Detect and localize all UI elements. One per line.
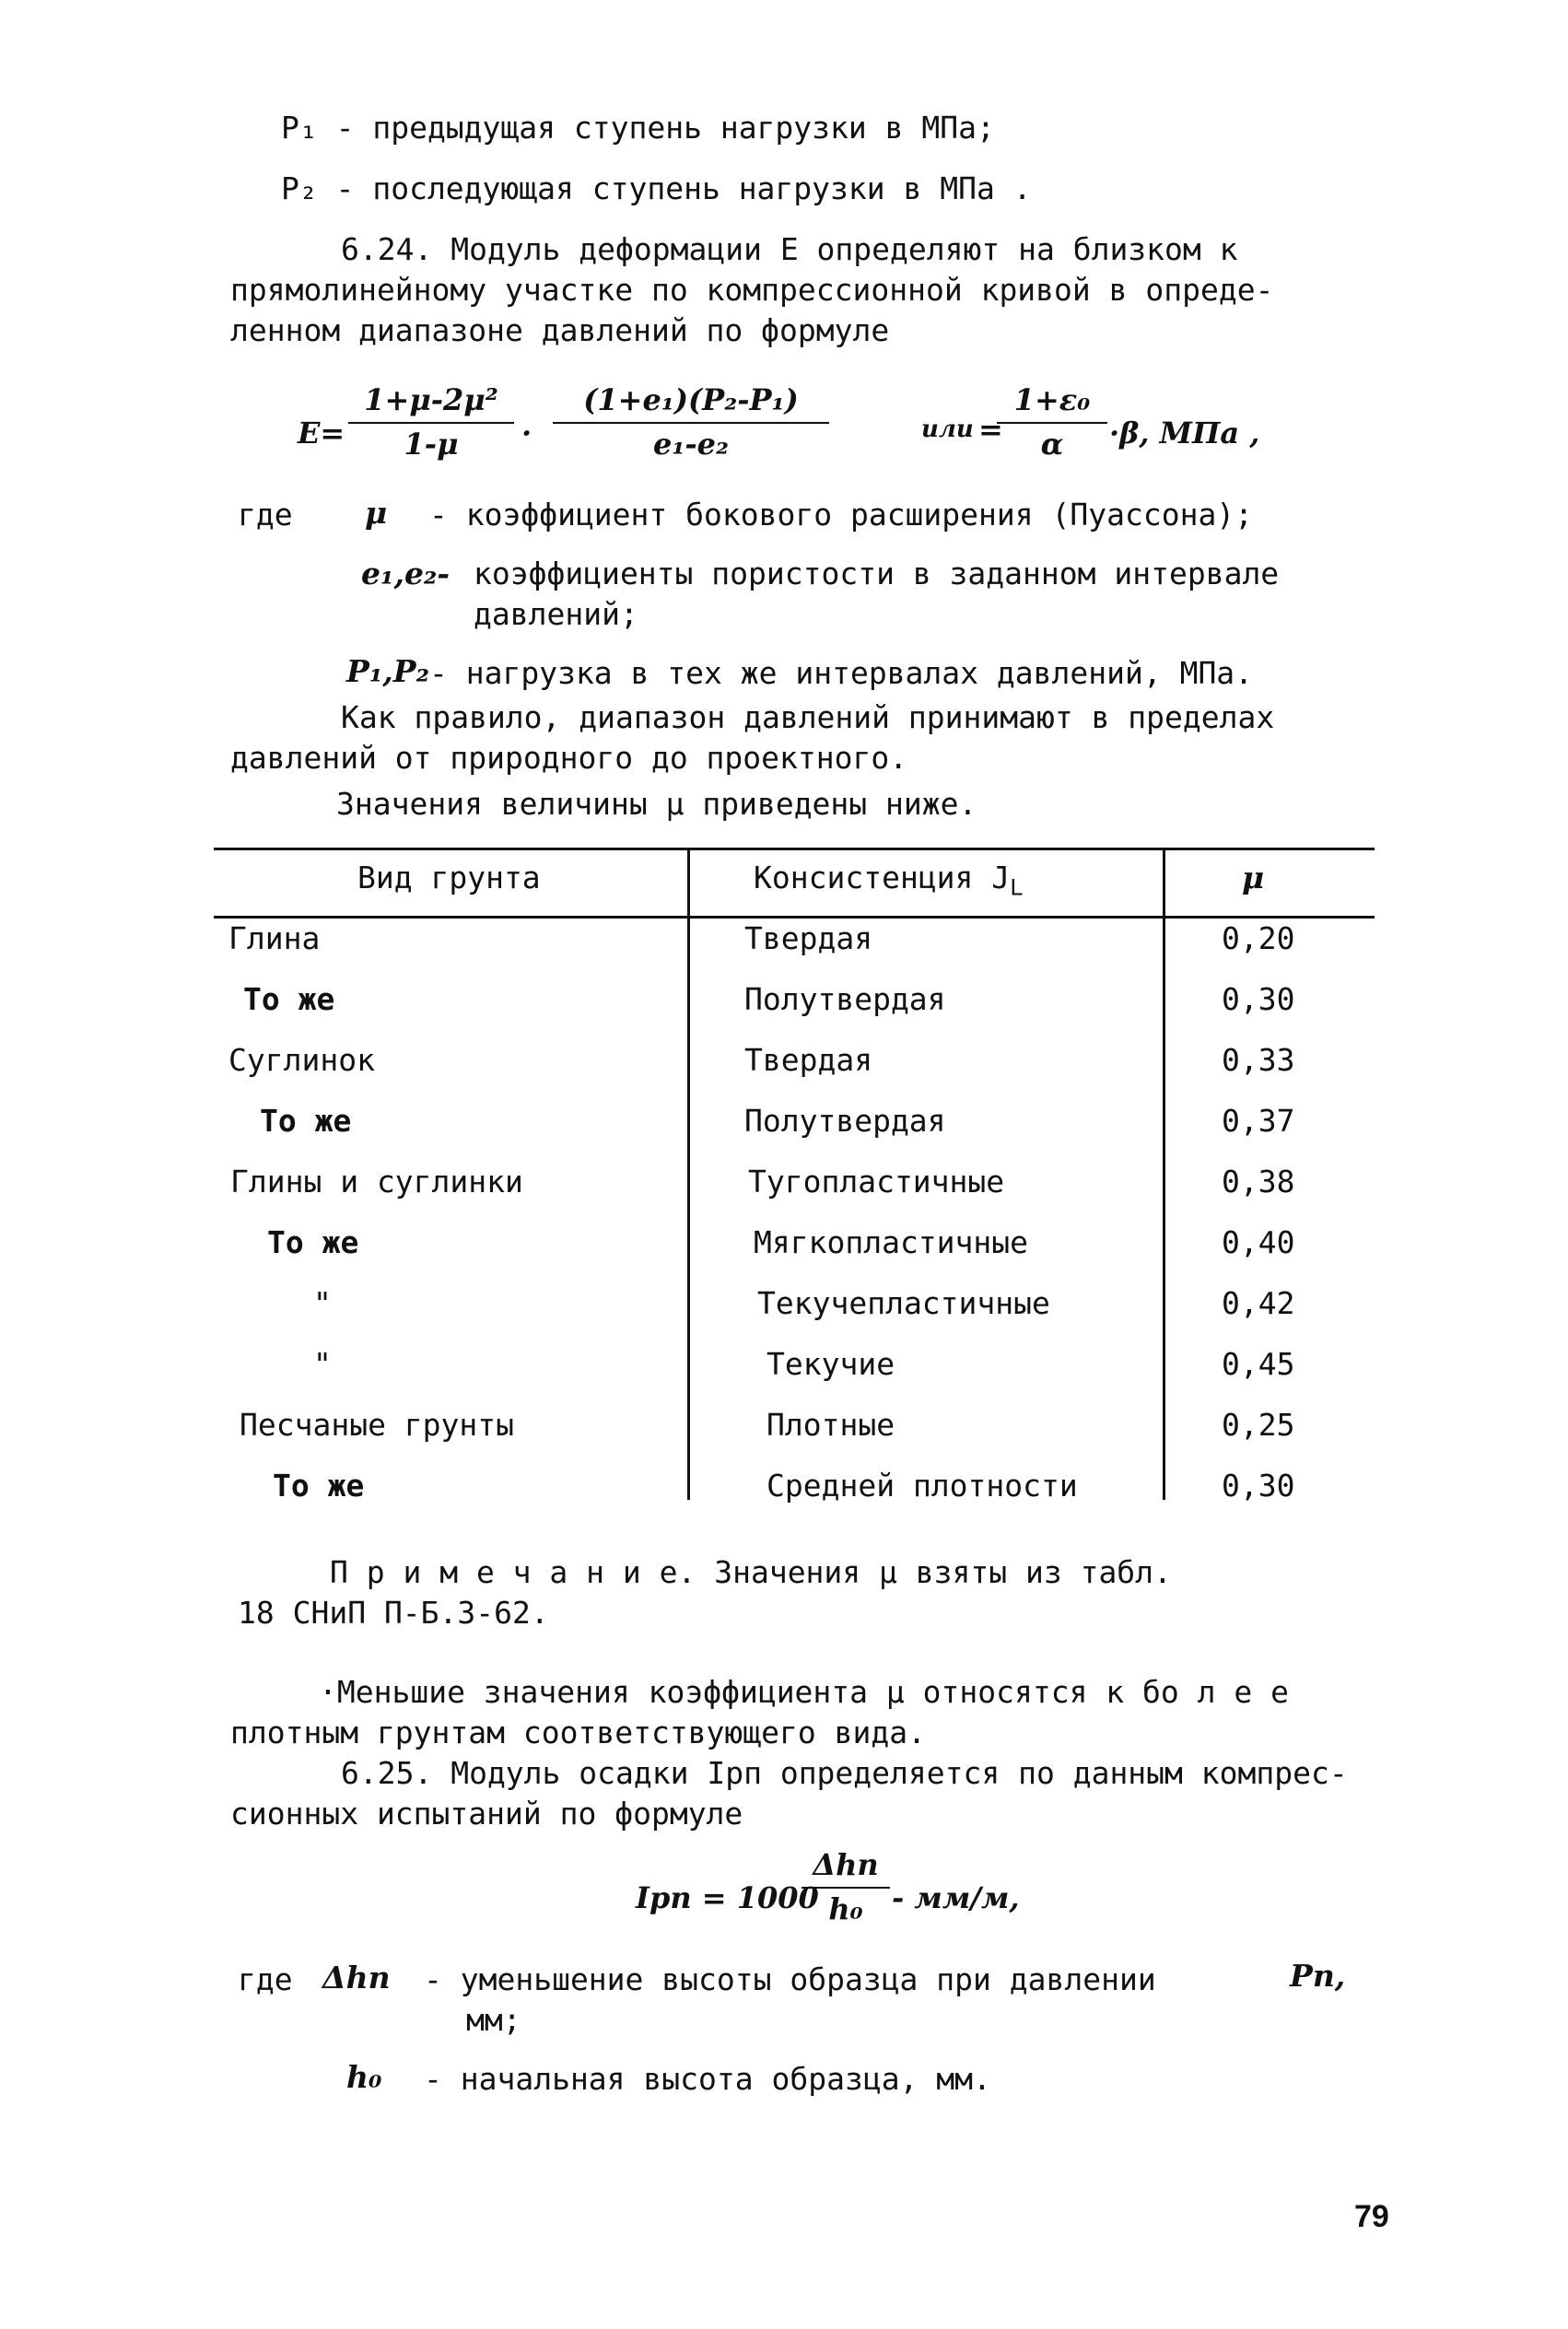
p-definition: - нагрузка в тех же интервалах давлений, МПа. xyxy=(429,655,1254,691)
table-cell-soil: Глина xyxy=(228,920,321,956)
para-2-line-1: ·Меньшие значения коэффициента μ относятся к бо л е е xyxy=(319,1674,1289,1710)
table-cell-soil: Суглинок xyxy=(228,1042,375,1078)
values-intro: Значения величины μ приведены ниже. xyxy=(336,786,977,822)
table-cell-soil: То же xyxy=(267,1224,359,1260)
fraction-2-numerator: (1+e₁)(P₂-P₁) xyxy=(583,382,799,417)
note-line-2: 18 СНиП П-Б.3-62. xyxy=(238,1595,549,1631)
p1-definition: P₁ - предыдущая ступень нагрузки в МПа; xyxy=(281,110,995,146)
table-cell-soil: Песчаные грунты xyxy=(240,1407,515,1443)
where-label: где xyxy=(238,497,293,533)
pressure-rule-line-2: давлений от природного до проектного. xyxy=(230,740,908,776)
delta-h-definition-line-2: мм; xyxy=(466,2002,521,2038)
formula-tail: ·β, МПа , xyxy=(1109,415,1260,451)
table-cell-soil: " xyxy=(313,1346,332,1382)
page-number: 79 xyxy=(1354,2199,1389,2234)
section-6-25-line-2: сионных испытаний по формуле xyxy=(230,1796,743,1832)
e-definition-line-1: коэффициенты пористости в заданном интервале xyxy=(474,556,1280,591)
table-cell-soil: То же xyxy=(243,981,335,1017)
formula-lhs: E= xyxy=(298,415,345,451)
table-cell-soil: То же xyxy=(273,1468,365,1504)
section-6-24-line-3: ленном диапазоне давлений по формуле xyxy=(230,312,890,348)
header-soil-type: Вид грунта xyxy=(357,860,541,895)
table-cell-mu: 0,38 xyxy=(1222,1164,1295,1200)
fraction-3-numerator: 1+ε₀ xyxy=(1013,382,1091,417)
header-consistency: Консистенция $J_L$ xyxy=(754,860,1024,901)
fraction-1-numerator: 1+μ-2μ² xyxy=(364,382,498,417)
table-cell-consistency: Твердая xyxy=(744,1042,873,1078)
table-cell-mu: 0,37 xyxy=(1222,1103,1295,1139)
h0-symbol: h₀ xyxy=(346,2059,382,2095)
table-cell-mu: 0,45 xyxy=(1222,1346,1295,1382)
fraction-3-denominator: α xyxy=(1040,426,1064,462)
table-cell-consistency: Твердая xyxy=(744,920,873,956)
p-symbols: P₁,P₂ xyxy=(346,653,430,689)
e-symbols: e₁,e₂- xyxy=(361,556,451,591)
table-cell-mu: 0,30 xyxy=(1222,1468,1295,1504)
table-cell-consistency: Полутвердая xyxy=(744,981,946,1017)
table-cell-consistency: Мягкопластичные xyxy=(754,1224,1029,1260)
section-6-24-line-2: прямолинейному участке по компрессионной кривой в опреде- xyxy=(230,272,1274,308)
formula-2-fraction xyxy=(802,1846,890,1928)
where-label-2: где xyxy=(238,1961,293,1997)
header-mu: μ xyxy=(1242,860,1265,895)
table-cell-consistency: Тугопластичные xyxy=(748,1164,1005,1200)
formula-2-tail: - мм/м, xyxy=(892,1880,1020,1915)
pn-symbol: Pп, xyxy=(1290,1958,1346,1994)
mu-symbol: μ xyxy=(365,495,388,531)
para-2-line-2: плотным грунтам соответствующего вида. xyxy=(230,1715,926,1750)
table-cell-consistency: Плотные xyxy=(766,1407,895,1443)
formula-or: или xyxy=(921,415,974,443)
h0-definition: - начальная высота образца, мм. xyxy=(424,2061,991,2097)
formula-2-numerator: Δhп xyxy=(813,1847,879,1882)
pressure-rule-line-1: Как правило, диапазон давлений принимают в пределах xyxy=(341,699,1275,735)
table-cell-consistency: Полутвердая xyxy=(744,1103,946,1139)
p2-definition: P₂ - последующая ступень нагрузки в МПа . xyxy=(281,170,1032,206)
section-6-24-line-1: 6.24. Модуль деформации Е определяют на близком к xyxy=(341,231,1238,267)
table-cell-mu: 0,33 xyxy=(1222,1042,1295,1078)
table-cell-soil: Глины и суглинки xyxy=(230,1164,523,1200)
table-cell-mu: 0,25 xyxy=(1222,1407,1295,1443)
formula-2-lhs: Iрп = 1000 xyxy=(636,1880,819,1915)
table-cell-mu: 0,40 xyxy=(1222,1224,1295,1260)
mu-definition: - коэффициент бокового расширения (Пуассона); xyxy=(429,497,1254,533)
table-cell-consistency: Средней плотности xyxy=(766,1468,1078,1504)
formula-dot: · xyxy=(521,415,532,451)
formula-2-denominator: h₀ xyxy=(828,1890,863,1926)
fraction-2-denominator: e₁-e₂ xyxy=(652,426,730,462)
table-cell-soil: " xyxy=(313,1285,332,1321)
formula-equals: = xyxy=(978,412,1003,447)
delta-h-definition-line-1: - уменьшение высоты образца при давлении xyxy=(424,1961,1156,1997)
delta-h-symbol: Δhп xyxy=(322,1960,391,1995)
table-cell-soil: То же xyxy=(260,1103,352,1139)
fraction-1-denominator: 1-μ xyxy=(404,426,459,462)
section-6-25-line-1: 6.25. Модуль осадки Iрп определяется по данным компрес- xyxy=(341,1755,1348,1791)
table-cell-mu: 0,20 xyxy=(1222,920,1295,956)
note-line-1: П р и м е ч а н и е. Значения μ взяты из табл. xyxy=(330,1554,1172,1590)
table-cell-consistency: Текучепластичные xyxy=(757,1285,1050,1321)
e-definition-line-2: давлений; xyxy=(474,596,638,632)
table-cell-consistency: Текучие xyxy=(766,1346,895,1382)
table-cell-mu: 0,30 xyxy=(1222,981,1295,1017)
table-cell-mu: 0,42 xyxy=(1222,1285,1295,1321)
